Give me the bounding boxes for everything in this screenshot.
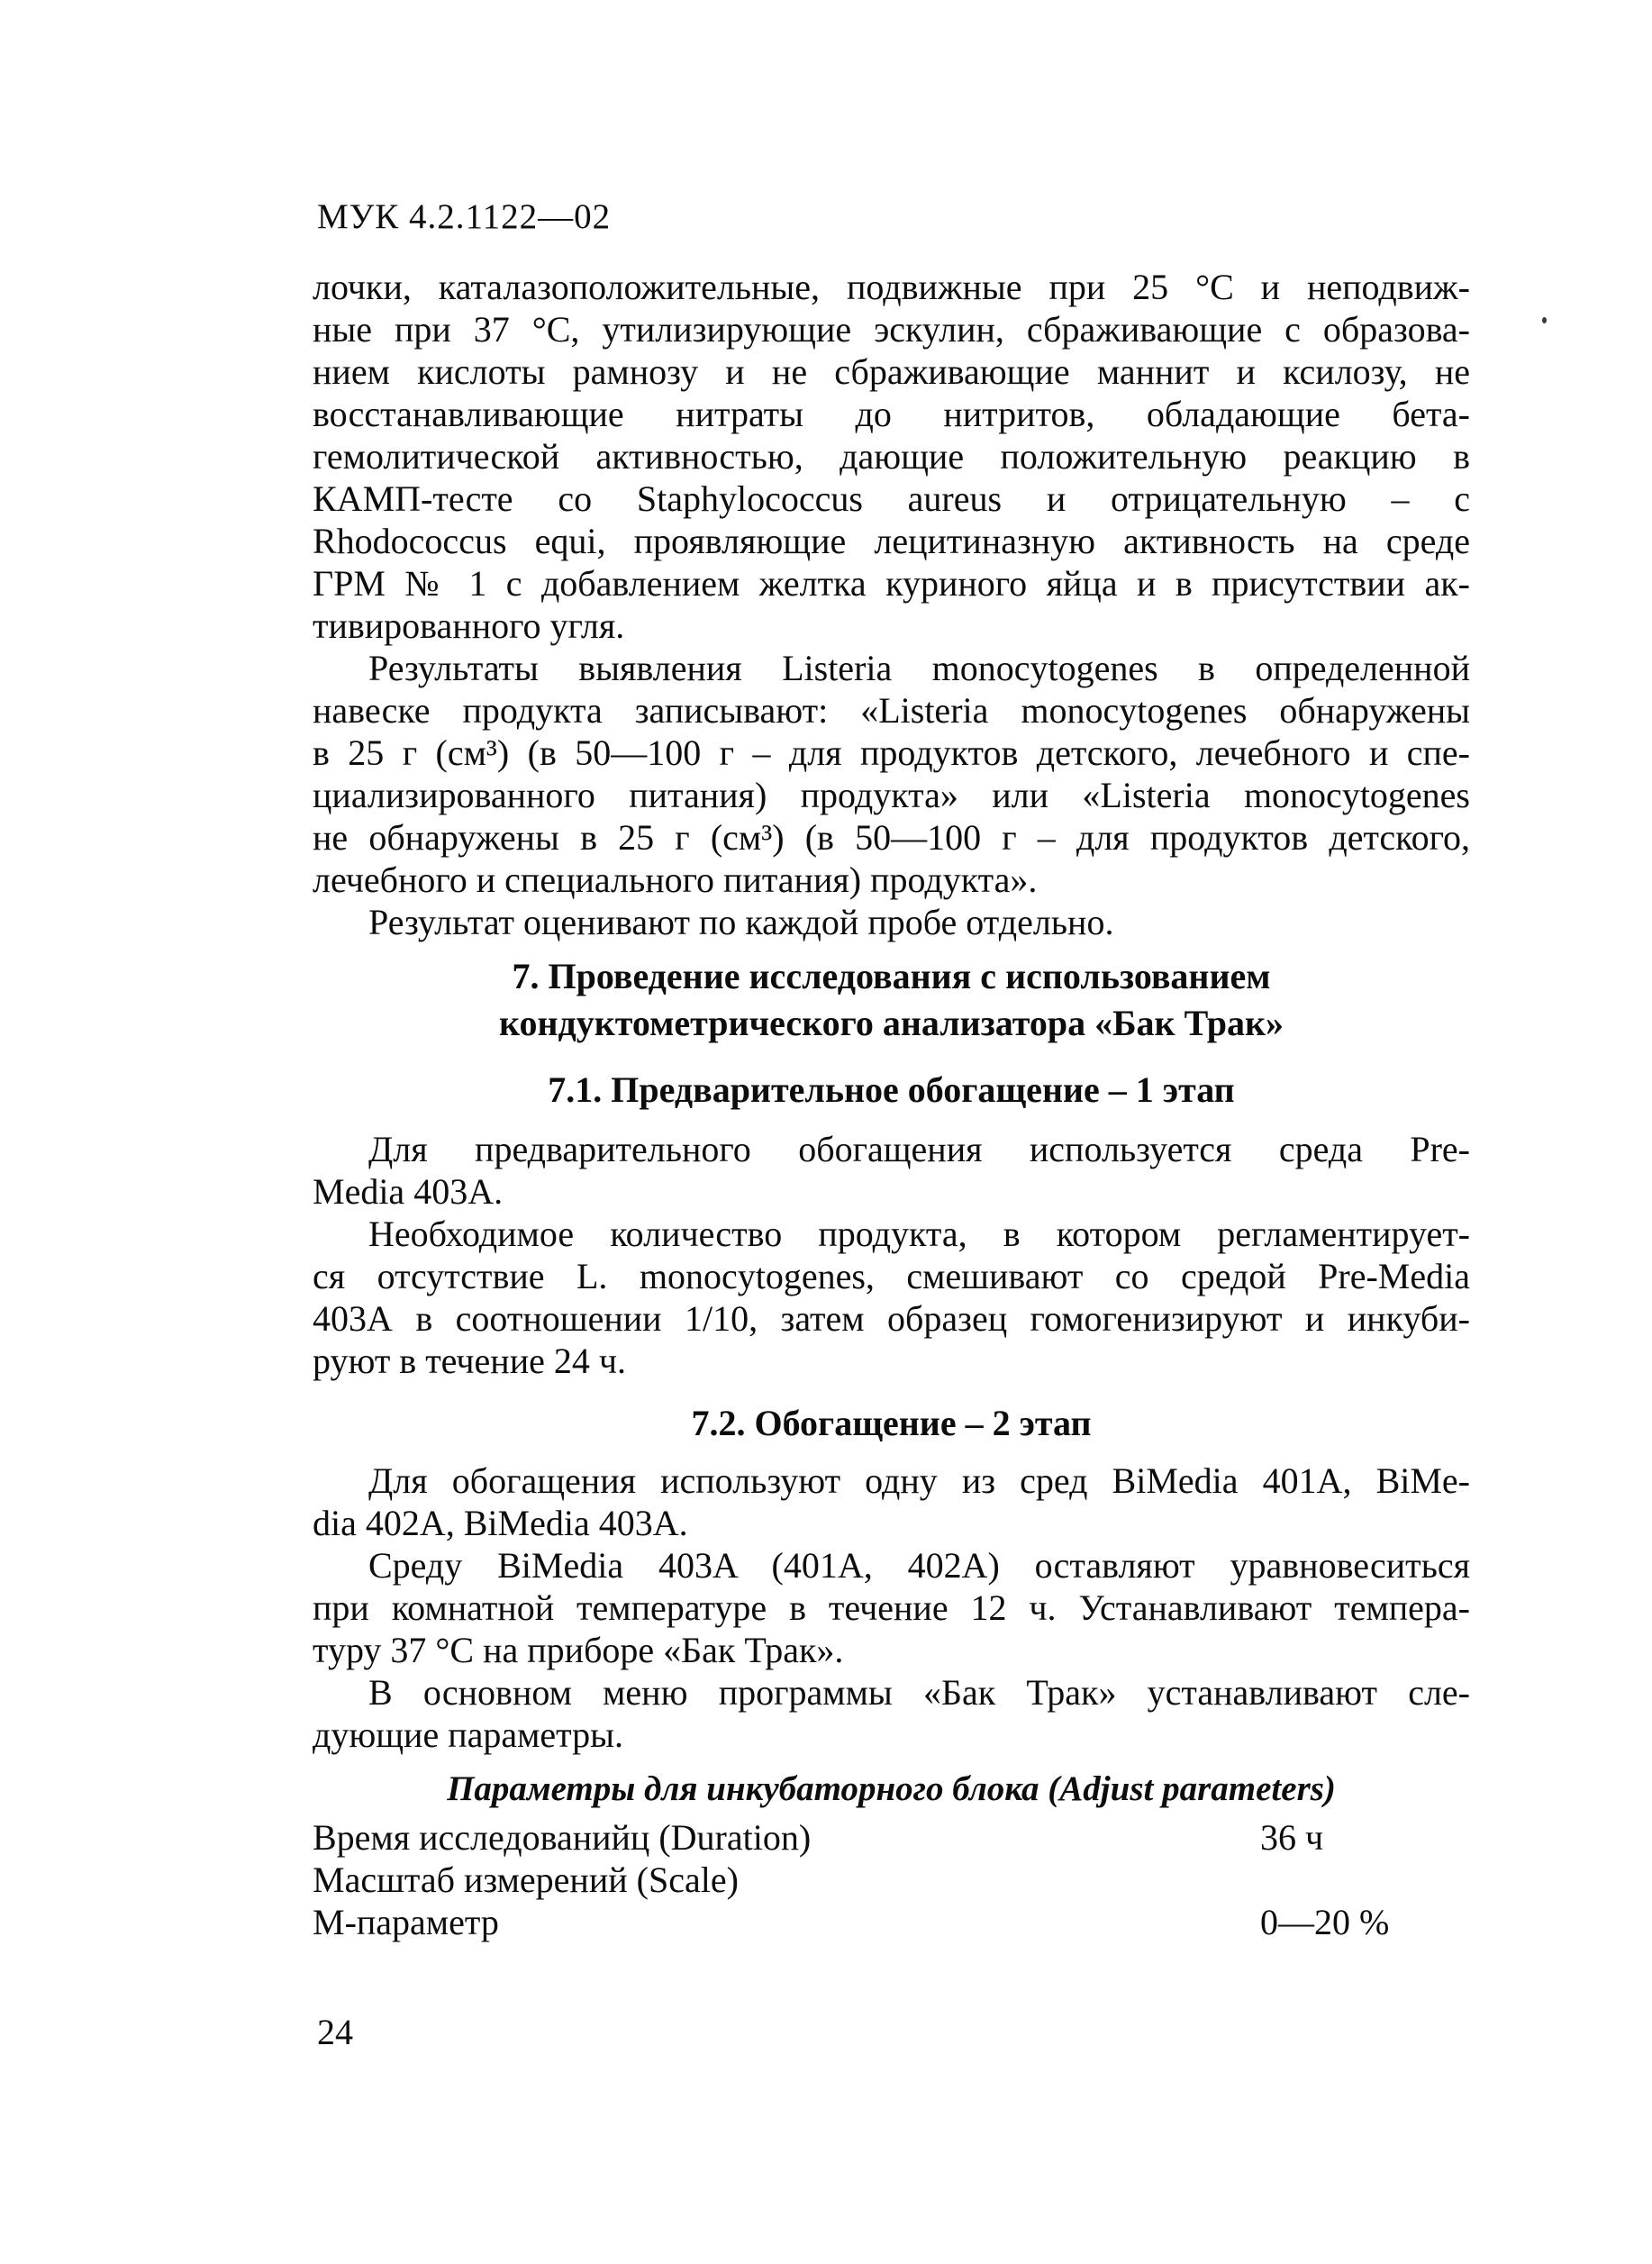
paragraph-product-quantity [313, 1213, 1470, 1382]
text-line: восстанавливающие нитраты до нитритов, обладающие бета- [313, 394, 1470, 434]
paragraph-characteristics [313, 266, 1470, 647]
text-line: 7. Проведение исследования с использованием [512, 956, 1271, 996]
parameter-label: Масштаб измерений (Scale) [313, 1859, 739, 1900]
text-line: Результаты выявления Listeria monocytogenes в определенной [368, 648, 1470, 688]
text-line: лечебного и специального питания) продукта». [313, 859, 1038, 900]
scan-speck [1542, 317, 1547, 323]
text-line: руют в течение 24 ч. [313, 1341, 626, 1381]
parameters-caption: Параметры для инкубаторного блока (Adjust parameters) [447, 1769, 1336, 1808]
text-line: кондуктометрического анализатора «Бак Трак» [498, 1003, 1284, 1043]
text-line: дующие параметры. [313, 1714, 624, 1755]
text-line: Результат оценивают по каждой пробе отдельно. [368, 902, 1114, 942]
parameter-value: 0—20 % [1260, 1902, 1390, 1942]
text-line: dia 402A, BiMedia 403A. [313, 1503, 688, 1543]
paragraph-main-menu-settings [313, 1671, 1470, 1756]
section-7-1-heading: 7.1. Предварительное обогащение – 1 этап [548, 1069, 1235, 1110]
parameter-label: Время исследованийц (Duration) [313, 1817, 812, 1858]
text-line: в 25 г (см³) (в 50—100 г – для продуктов детского, лечебного и спе- [313, 732, 1470, 773]
section-7-heading [313, 953, 1470, 1047]
parameters-list [313, 1816, 1470, 1943]
running-header: МУК 4.2.1122—02 [317, 197, 612, 236]
parameter-value: 36 ч [1260, 1817, 1324, 1858]
paragraph-result-evaluation [313, 901, 1470, 943]
text-line: Rhodococcus equi, проявляющие лецитиназную активность на среде [313, 521, 1470, 561]
text-line: 403А в соотношении 1/10, затем образец гомогенизируют и инкуби- [313, 1298, 1470, 1339]
text-line: Среду BiMedia 403A (401A, 402A) оставляют уравновеситься [368, 1545, 1470, 1586]
text-line: тивированного угля. [313, 605, 625, 646]
body-column [313, 266, 1470, 1943]
paragraph-results-recording [313, 647, 1470, 901]
text-line: ГРМ № 1 с добавлением желтка куриного яйца и в присутствии ак- [313, 563, 1470, 604]
text-line: Для предварительного обогащения используется среда Pre- [368, 1129, 1470, 1169]
text-line: гемолитической активностью, дающие положительную реакцию в [313, 436, 1470, 477]
text-line: циализированного питания) продукта» или «Listeria monocytogenes [313, 775, 1470, 815]
text-line: навеске продукта записывают: «Listeria monocytogenes обнаружены [313, 690, 1470, 731]
paragraph-pre-enrichment-media [313, 1128, 1470, 1213]
paragraph-enrichment-media [313, 1459, 1470, 1544]
parameter-row-duration [313, 1816, 1470, 1859]
text-line: при комнатной температуре в течение 12 ч. Устанавливают темпера- [313, 1587, 1470, 1628]
parameter-row-m-parameter [313, 1901, 1470, 1943]
text-line: Для обогащения используют одну из сред BiMedia 401A, BiMe- [368, 1460, 1470, 1501]
text-line: ся отсутствие L. monocytogenes, смешивают со средой Pre-Media [313, 1256, 1470, 1296]
text-line: нием кислоты рамнозу и не сбраживающие маннит и ксилозу, не [313, 351, 1470, 392]
text-line: туру 37 °С на приборе «Бак Трак». [313, 1630, 844, 1670]
paragraph-media-equilibration [313, 1544, 1470, 1671]
text-line: не обнаружены в 25 г (см³) (в 50—100 г – для продуктов детского, [313, 817, 1470, 858]
text-line: Media 403A. [313, 1171, 504, 1212]
text-line: лочки, каталазоположительные, подвижные при 25 °С и неподвиж- [313, 267, 1470, 307]
section-7-2-heading: 7.2. Обогащение – 2 этап [691, 1403, 1092, 1443]
text-line: КАМП-тесте со Staphylococcus aureus и отрицательную – с [313, 478, 1470, 519]
page-number: 24 [317, 2012, 353, 2052]
text-line: Необходимое количество продукта, в котором регламентирует- [368, 1214, 1470, 1254]
parameter-label: М-параметр [313, 1902, 499, 1942]
text-line: В основном меню программы «Бак Трак» устанавливают сле- [368, 1672, 1470, 1713]
parameter-row-scale [313, 1859, 1470, 1901]
text-line: ные при 37 °С, утилизирующие эскулин, сбраживающие с образова- [313, 309, 1470, 350]
